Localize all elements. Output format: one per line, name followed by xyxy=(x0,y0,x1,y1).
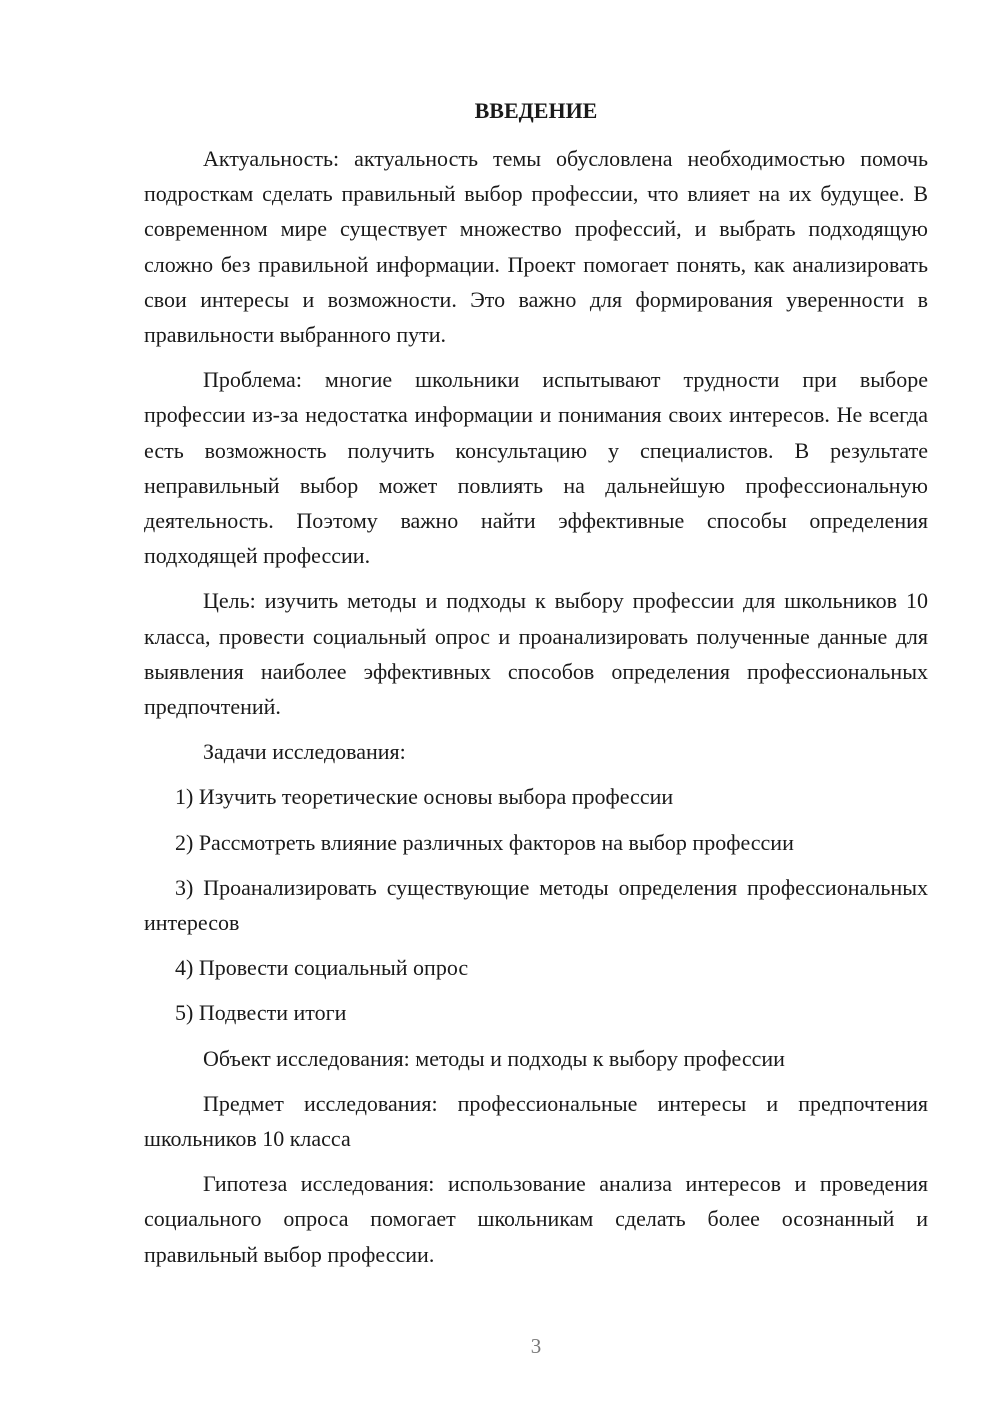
document-page xyxy=(144,95,928,1282)
task-item: 2) Рассмотреть влияние различных факторов на выбор профессии xyxy=(175,829,794,855)
problem-paragraph: Проблема: многие школьники испытывают трудности при выборе профессии из-за недостатка информации и понимания своих интересов. Не всегда есть возможность получить консультацию у специалистов. В результате неправильный выбор может повлиять на дальнейшую профессиональную деятельность. Поэтому важно найти эффективные способы определения подходящей профессии. xyxy=(144,367,928,569)
subject-paragraph: Предмет исследования: профессиональные интересы и предпочтения школьников 10 класса xyxy=(144,1090,928,1152)
page-title: ВВЕДЕНИЕ xyxy=(474,98,598,123)
task-item: 1) Изучить теоретические основы выбора профессии xyxy=(175,784,674,810)
tasks-heading: Задачи исследования: xyxy=(203,739,406,765)
relevance-paragraph: Актуальность: актуальность темы обусловлена необходимостью помочь подросткам сделать правильный выбор профессии, что влияет на их будущее. В современном мире существует множество профессий, и выбрать подходящую сложно без правильной информации. Проект помогает понять, как анализировать свои интересы и возможности. Это важно для формирования уверенности в правильности выбранного пути. xyxy=(144,146,928,348)
object-paragraph: Объект исследования: методы и подходы к выбору профессии xyxy=(203,1045,785,1071)
goal-paragraph: Цель: изучить методы и подходы к выбору профессии для школьников 10 класса, провести социальный опрос и проанализировать полученные данные для выявления наиболее эффективных способов определения профессиональных предпочтений. xyxy=(144,588,928,720)
task-item: 3) Проанализировать существующие методы определения профессиональных интересов xyxy=(144,874,928,936)
hypothesis-paragraph: Гипотеза исследования: использование анализа интересов и проведения социального опроса помогает школьникам сделать более осознанный и правильный выбор профессии. xyxy=(144,1171,928,1267)
task-item: 5) Подвести итоги xyxy=(175,1000,347,1026)
page-number: 3 xyxy=(530,1334,542,1358)
task-item: 4) Провести социальный опрос xyxy=(175,955,469,981)
